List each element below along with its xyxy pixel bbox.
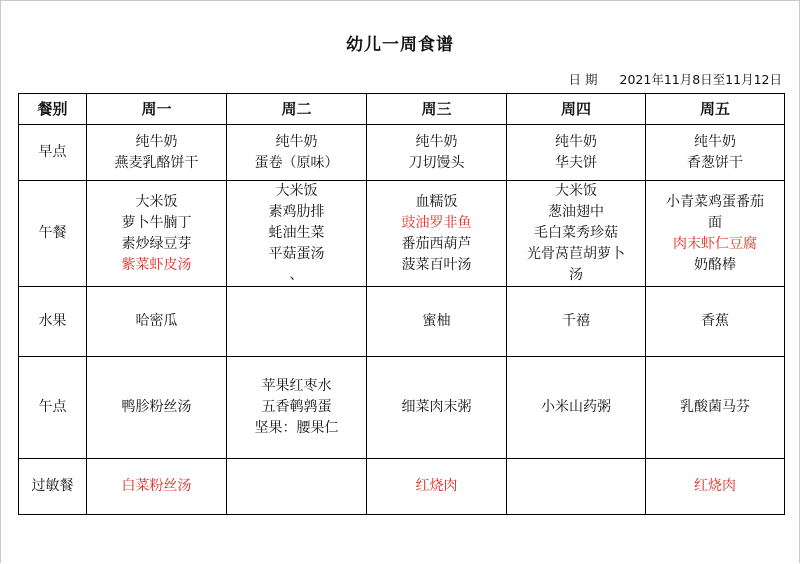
- row-label: 午餐: [19, 181, 87, 287]
- menu-item: 燕麦乳酪饼干: [114, 154, 199, 171]
- menu-item: 纯牛奶: [555, 133, 597, 150]
- row-fruit: [19, 287, 785, 357]
- menu-item: 萝卜牛腩丁: [121, 214, 192, 231]
- menu-item-highlighted: 紫菜虾皮汤: [121, 256, 192, 273]
- menu-cell-friday: [646, 357, 785, 459]
- menu-item-highlighted: 肉末虾仁豆腐: [673, 235, 757, 252]
- menu-item: 面: [708, 214, 722, 231]
- menu-item: 鸭胗粉丝汤: [121, 399, 192, 415]
- menu-item: 毛白菜秀珍菇: [534, 225, 618, 241]
- menu-item: 奶酪棒: [694, 256, 736, 273]
- menu-cell-tuesday: [227, 181, 367, 287]
- menu-item-highlighted: 红烧肉: [415, 478, 458, 494]
- menu-cell-friday: [646, 181, 785, 287]
- menu-item: 素鸡肋排: [268, 204, 325, 220]
- menu-cell-tuesday: [227, 357, 367, 459]
- menu-item: 平菇蛋汤: [268, 246, 325, 262]
- menu-item: 刀切馒头: [408, 154, 465, 171]
- row-allergy-meal: [19, 459, 785, 515]
- menu-item-highlighted: 红烧肉: [694, 478, 736, 494]
- header-friday: 周五: [646, 94, 785, 125]
- row-label: 午点: [19, 357, 87, 459]
- menu-item: 大米饭: [555, 183, 597, 199]
- menu-cell-monday: [87, 181, 227, 287]
- date-range: 2021年11月8日至11月12日: [619, 72, 782, 87]
- row-afternoon-snack: [19, 357, 785, 459]
- menu-cell-thursday: [507, 181, 646, 287]
- header-monday: 周一: [87, 94, 227, 125]
- menu-item: 哈密瓜: [135, 313, 178, 329]
- header-row: [19, 94, 785, 125]
- menu-cell-monday: [87, 125, 227, 181]
- menu-item: 大米饭: [135, 193, 178, 210]
- menu-item: 蚝油生菜: [268, 225, 325, 241]
- menu-cell-thursday: [507, 459, 646, 515]
- menu-item: 纯牛奶: [415, 133, 458, 150]
- menu-cell-monday: [87, 287, 227, 357]
- menu-item: 香蕉: [701, 313, 729, 329]
- menu-item: 小米山药粥: [541, 399, 611, 415]
- menu-item: 素炒绿豆芽: [121, 235, 192, 252]
- menu-item: 大米饭: [275, 183, 318, 199]
- menu-item: 乳酸菌马芬: [680, 399, 750, 415]
- menu-item: 纯牛奶: [135, 133, 178, 150]
- menu-cell-thursday: [507, 357, 646, 459]
- menu-item-highlighted: 白菜粉丝汤: [121, 478, 192, 494]
- menu-item: 纯牛奶: [275, 133, 318, 150]
- menu-cell-thursday: [507, 287, 646, 357]
- document-title: 幼儿一周食谱: [346, 35, 454, 55]
- menu-item: 血糯饭: [415, 193, 458, 210]
- menu-body: [19, 125, 785, 515]
- row-lunch: [19, 181, 785, 287]
- menu-item: 坚果：腰果仁: [254, 420, 339, 436]
- menu-item: 、: [289, 267, 304, 283]
- menu-cell-monday: [87, 357, 227, 459]
- menu-item: 华夫饼: [555, 154, 597, 171]
- menu-item: 小青菜鸡蛋番茄: [666, 193, 764, 210]
- header-meal-type: 餐别: [19, 94, 87, 125]
- header-tuesday: 周二: [227, 94, 367, 125]
- row-breakfast: [19, 125, 785, 181]
- menu-cell-tuesday: [227, 125, 367, 181]
- row-label: 早点: [19, 125, 87, 181]
- menu-item: 千禧: [562, 313, 590, 329]
- menu-item: 苹果红枣水: [261, 378, 332, 394]
- menu-item: 葱油翅中: [548, 204, 604, 220]
- menu-cell-friday: [646, 287, 785, 357]
- menu-cell-wednesday: [367, 459, 507, 515]
- menu-cell-monday: [87, 459, 227, 515]
- menu-item-highlighted: 豉油罗非鱼: [401, 214, 472, 231]
- menu-item: 细菜肉末粥: [401, 399, 472, 415]
- row-label: 水果: [19, 287, 87, 357]
- menu-cell-friday: [646, 125, 785, 181]
- menu-item: 番茄西葫芦: [401, 235, 472, 252]
- menu-cell-friday: [646, 459, 785, 515]
- header-thursday: 周四: [507, 94, 646, 125]
- menu-item: 蛋卷（原味）: [254, 154, 339, 171]
- row-label: 过敏餐: [19, 459, 87, 515]
- header-wednesday: 周三: [367, 94, 507, 125]
- menu-item: 香葱饼干: [687, 154, 743, 171]
- menu-cell-wednesday: [367, 287, 507, 357]
- menu-item: 蜜柚: [422, 313, 451, 329]
- date-label: 日 期: [568, 72, 598, 87]
- menu-cell-tuesday: [227, 287, 367, 357]
- menu-cell-wednesday: [367, 357, 507, 459]
- menu-cell-tuesday: [227, 459, 367, 515]
- date-line: [569, 70, 782, 88]
- menu-item: 五香鹌鹑蛋: [261, 399, 332, 415]
- menu-cell-wednesday: [367, 125, 507, 181]
- menu-item: 光骨莴苣胡萝卜: [527, 246, 625, 262]
- menu-item: 汤: [569, 267, 583, 283]
- menu-item: 纯牛奶: [694, 133, 736, 150]
- weekly-menu-table: [18, 93, 785, 515]
- menu-cell-thursday: [507, 125, 646, 181]
- menu-item: 菠菜百叶汤: [401, 256, 472, 273]
- menu-cell-wednesday: [367, 181, 507, 287]
